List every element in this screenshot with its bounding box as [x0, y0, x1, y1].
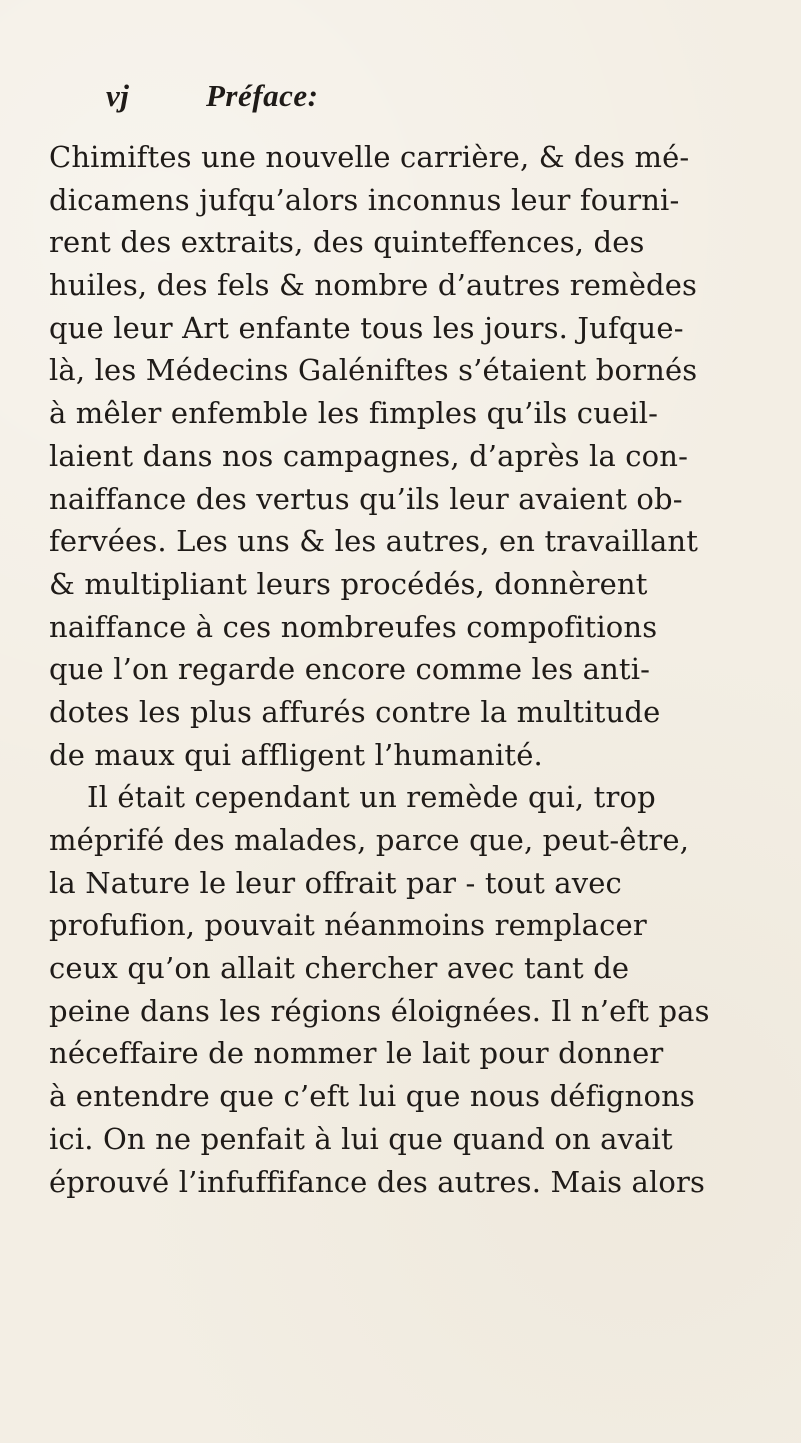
text-line: laient dans nos campagnes, d’après la con-	[49, 438, 689, 473]
page-number: vj	[106, 78, 130, 113]
text-line: ici. On ne penfait à lui que quand on avait	[49, 1121, 673, 1156]
text-line: méprifé des malades, parce que, peut-être,	[49, 823, 690, 857]
running-title: Préface:	[206, 78, 319, 113]
text-line: là, les Médecins Galéniftes s’étaient bornés	[49, 353, 698, 388]
text-line: naiffance à ces nombreufes compofitions	[49, 609, 658, 644]
text-line: fervées. Les uns & les autres, en travaillant	[49, 524, 699, 559]
text-line: rent des extraits, des quinteffences, des	[49, 225, 645, 260]
text-line: ceux qu’on allait chercher avec tant de	[49, 951, 630, 986]
text-line: Chimiftes une nouvelle carrière, & des mé-	[49, 140, 690, 174]
text-line: dotes les plus affurés contre la multitude	[49, 694, 661, 729]
text-line: de maux qui affligent l’humanité.	[49, 737, 543, 772]
text-line: néceffaire de nommer le lait pour donner	[49, 1036, 664, 1071]
text-line: peine dans les régions éloignées. Il n’eft pas	[49, 993, 710, 1028]
text-line: éprouvé l’infuffifance des autres. Mais alors	[49, 1164, 706, 1199]
text-line: & multipliant leurs procédés, donnèrent	[49, 566, 648, 601]
text-line: huiles, des fels & nombre d’autres remèdes	[49, 268, 698, 303]
text-line: la Nature le leur offrait par - tout avec	[49, 865, 622, 900]
text-line: à mêler enfemble les fimples qu’ils cueil-	[49, 396, 659, 431]
body-text	[49, 136, 769, 1203]
page-header	[106, 78, 666, 122]
text-line: à entendre que c’eft lui que nous défignons	[49, 1079, 695, 1114]
text-line: profufion, pouvait néanmoins remplacer	[49, 908, 647, 943]
text-line: naiffance des vertus qu’ils leur avaient ob-	[49, 481, 683, 516]
text-line: dicamens jufqu’alors inconnus leur fourni-	[49, 182, 680, 217]
text-line: que l’on regarde encore comme les anti-	[49, 652, 651, 687]
text-line: que leur Art enfante tous les jours. Jufque-	[49, 310, 684, 345]
text-line: Il était cependant un remède qui, trop	[87, 780, 656, 815]
